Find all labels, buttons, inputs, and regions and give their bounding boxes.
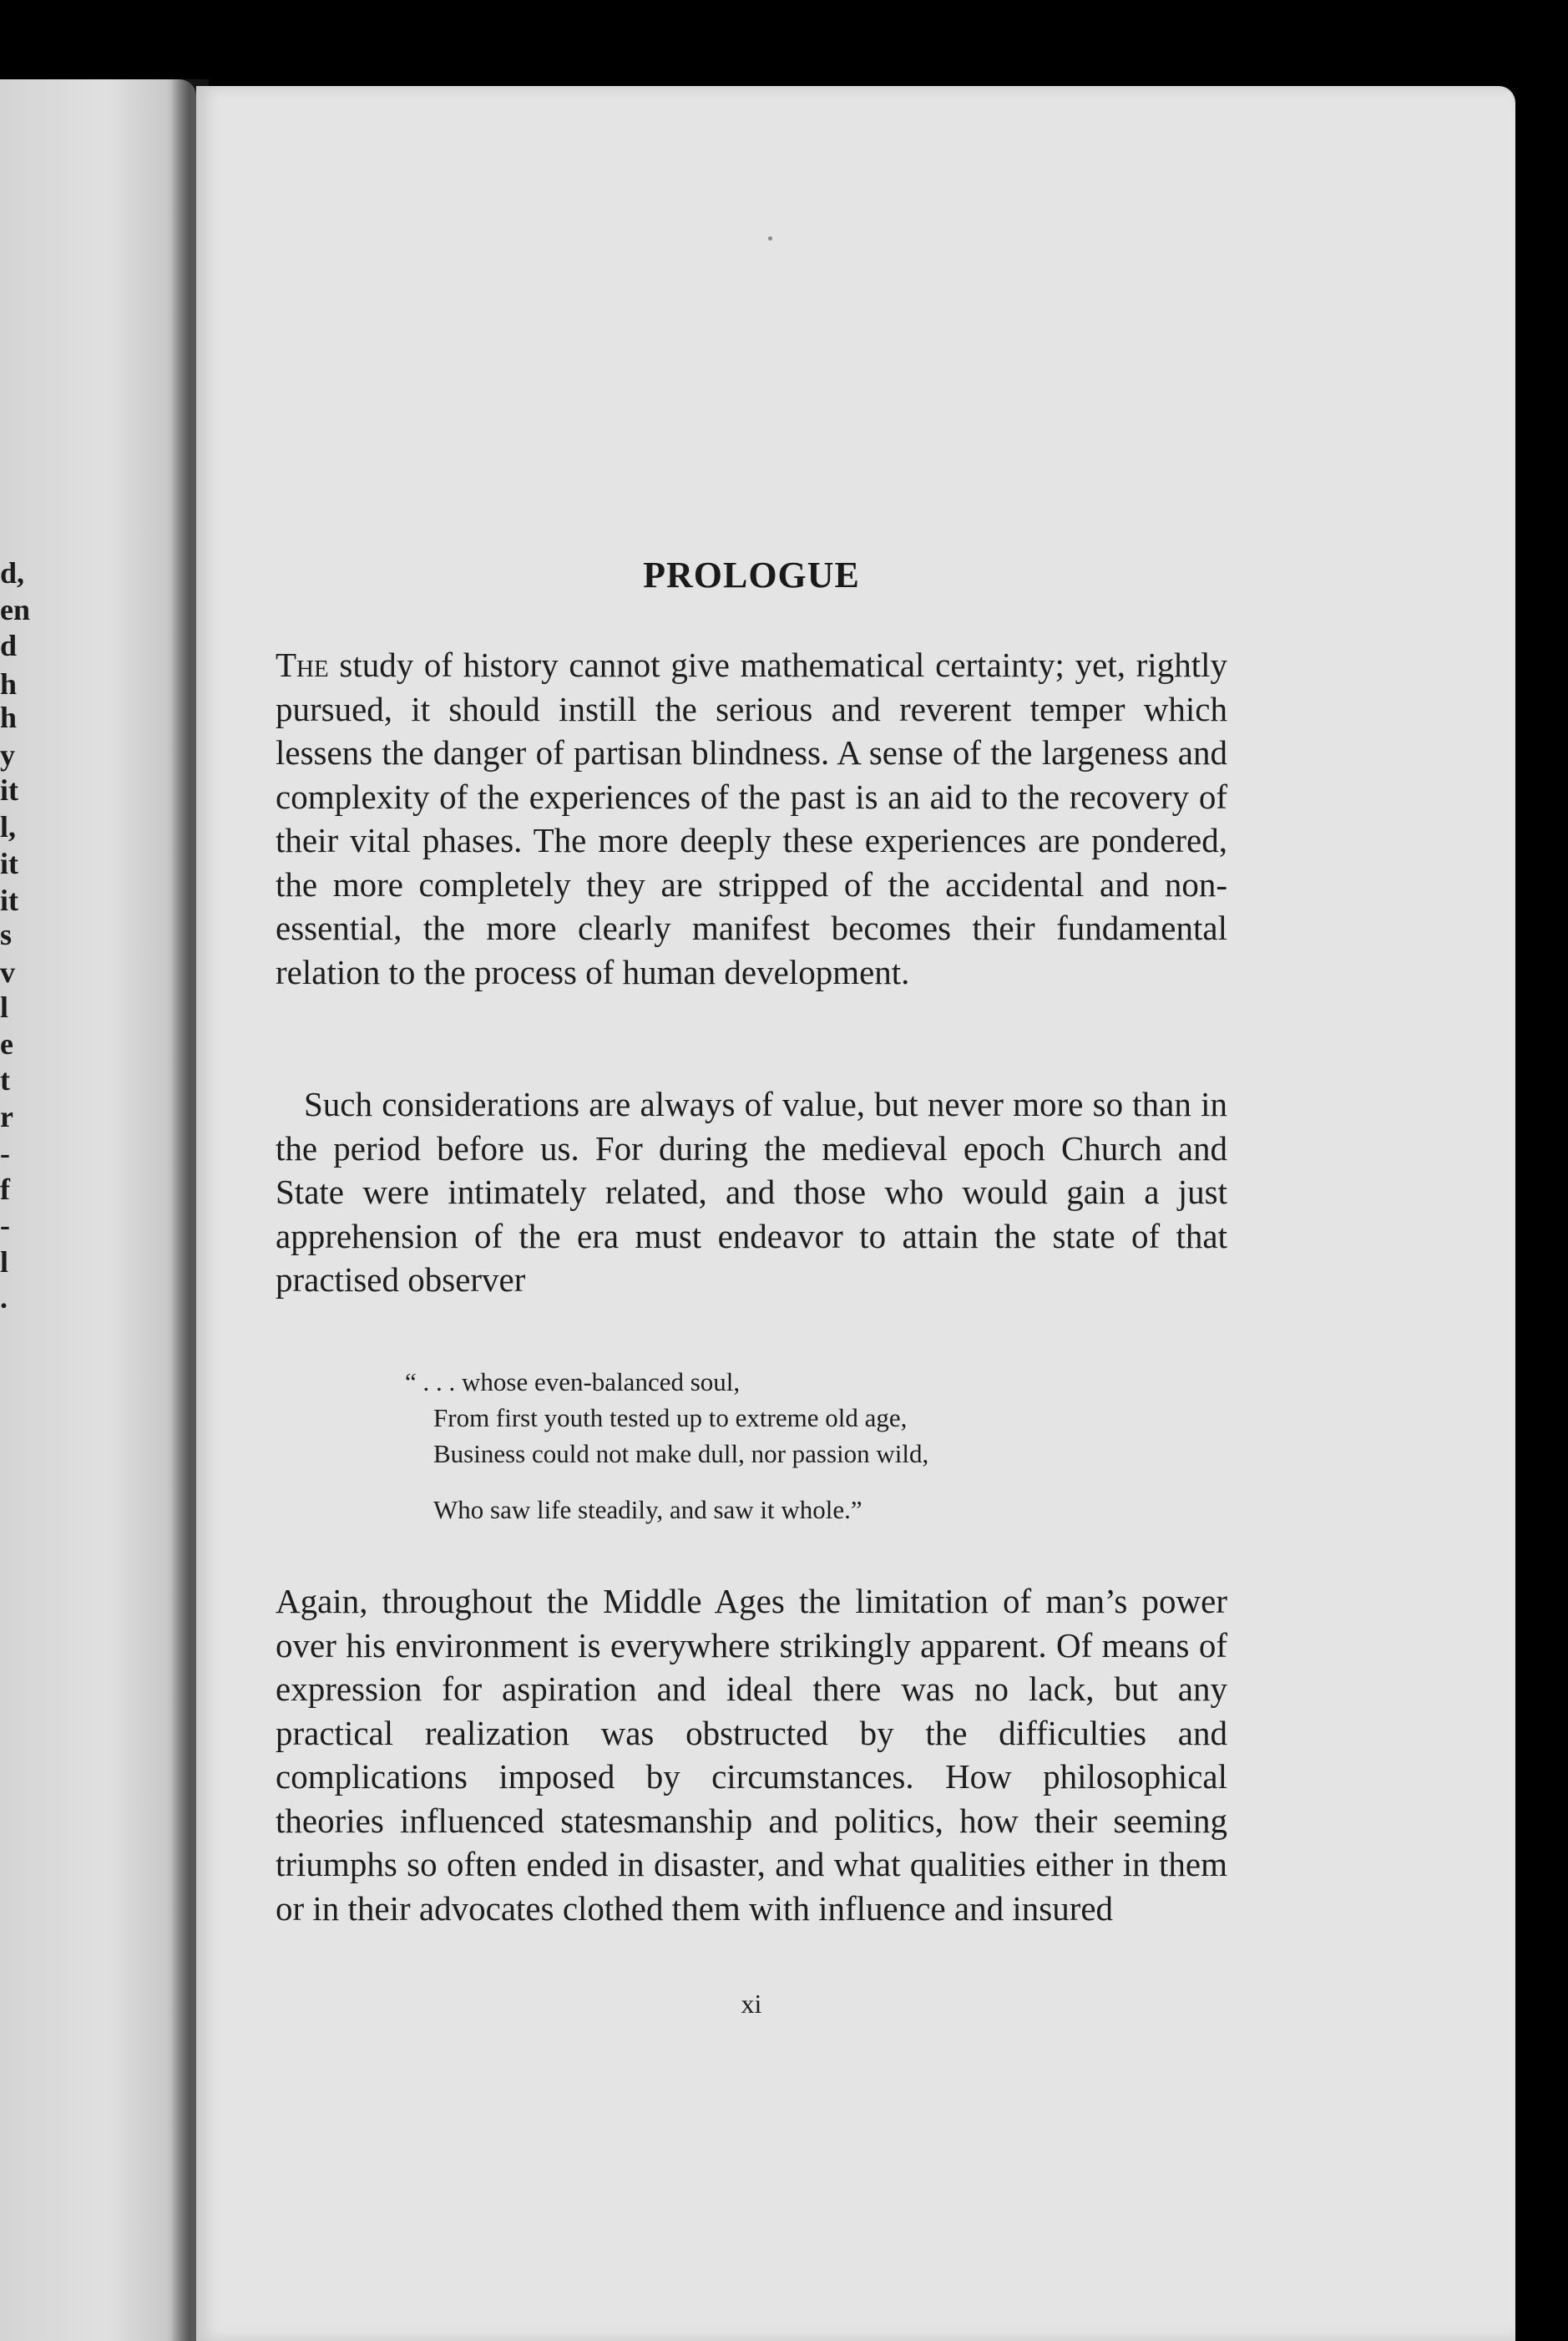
- facing-page-fragment-line: t: [0, 1063, 10, 1097]
- verse-line-2: From first youth tested up to extreme old age,: [433, 1403, 908, 1432]
- paragraph-1-text: study of history cannot give mathematical certainty; yet, rightly pursued, it should instill the serious and reverent temper which lessens the danger of partisan blindness. A sense of the largeness and complexity of the experiences of the past is an aid to the recovery of their vital phases. The more deeply these experiences are pondered, the more completely they are stripped of the accidental and non-essential, the more clearly manifest becomes their fundamental relation to the process of human development.: [276, 646, 1227, 991]
- facing-page-fragment-line: r: [0, 1100, 13, 1133]
- paper-speck: [768, 236, 772, 241]
- facing-page-fragment-line: h: [0, 667, 18, 701]
- facing-page-fragment-line: it: [0, 884, 18, 917]
- book-page: [196, 86, 1515, 2341]
- facing-page-fragment-line: -: [0, 1209, 10, 1242]
- verse-line-1: “ . . . whose even-balanced soul,: [405, 1367, 741, 1396]
- facing-page-fragment-line: l: [0, 1245, 9, 1279]
- page-number: xi: [741, 1989, 762, 2019]
- facing-page-fragment-line: l: [0, 991, 9, 1024]
- verse-line-4: Who saw life steadily, and saw it whole.”: [433, 1495, 862, 1524]
- facing-page-fragment-line: f: [0, 1173, 10, 1206]
- paragraph-3: Again, throughout the Middle Ages the limitation of man’s power over his environment is everywhere strikingly apparent. Of means of expression for aspiration and ideal there was no lack, but any practical realization was obstructed by the difficulties and complications imposed by circumstances. How philosophical theories influenced statesmanship and politics, how their seeming triumphs so often ended in disaster, and what qualities either in them or in their advocates clothed them with influence and insured: [276, 1582, 1227, 1928]
- facing-page-fragment-line: .: [0, 1281, 8, 1315]
- verse-line-3: Business could not make dull, nor passion wild,: [433, 1439, 929, 1468]
- facing-page-fragment-line: -: [0, 1137, 10, 1170]
- facing-page-fragment-line: d: [0, 629, 18, 662]
- facing-page-fragment-line: d,: [0, 556, 25, 590]
- facing-page-fragment-line: s: [0, 918, 13, 951]
- facing-page-fragment-line: e: [0, 1027, 13, 1061]
- paragraph-1: [276, 643, 1227, 994]
- verse-quotation: [405, 1364, 1156, 1528]
- facing-page-fragment-line: it: [0, 773, 18, 807]
- facing-page-fragment-line: it: [0, 847, 18, 880]
- paragraph-1-first-word: The: [276, 646, 329, 684]
- chapter-title: PROLOGUE: [643, 555, 860, 595]
- facing-page-fragment-line: en: [0, 593, 30, 626]
- facing-page-fragment-line: l,: [0, 810, 17, 844]
- facing-page-fragment-line: h: [0, 701, 18, 734]
- facing-page-fragment-line: v: [0, 955, 15, 989]
- facing-page-fragment-line: y: [0, 738, 15, 772]
- facing-page-fragment: [0, 79, 196, 2341]
- paragraph-2: Such considerations are always of value, but never more so than in the period before us. For during the medieval epoch Church and State were intimately related, and those who would gain a just apprehension of the era must endeavor to attain the state of that practised observer: [276, 1085, 1227, 1299]
